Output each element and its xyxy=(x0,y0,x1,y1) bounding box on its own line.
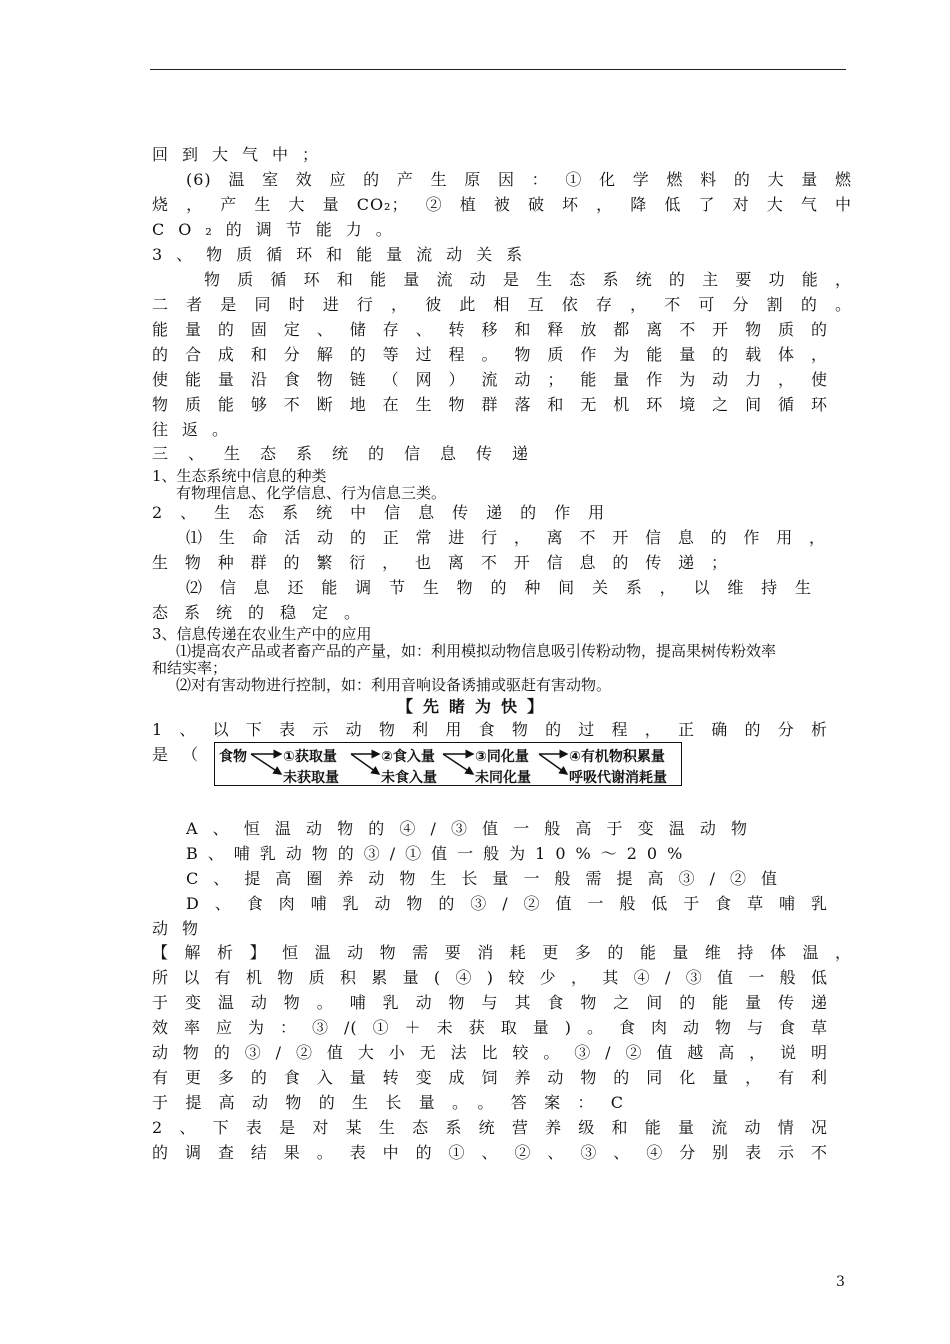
text-line: ⑵对有害动物进行控制，如：利用音响设备诱捕或驱赶有害动物。 xyxy=(176,676,612,694)
option-d: D、食肉哺乳动物的③/②值一般低于食草哺乳 xyxy=(186,894,828,913)
diagram-bottom-1: 未获取量 xyxy=(283,770,339,786)
analysis-answer: 于提高动物的生长量。。答案：C xyxy=(152,1093,624,1112)
option-a: A、恒温动物的④/③值一般高于变温动物 xyxy=(186,819,748,838)
text-line: 物质循环和能量流动是生态系统的主要功能， xyxy=(204,270,852,289)
diagram-bottom-2: 未食入量 xyxy=(381,770,437,786)
text-line: 3、物质循环和能量流动关系 xyxy=(152,245,537,264)
diagram-bottom-4: 呼吸代谢消耗量 xyxy=(569,770,667,786)
section-heading: 【先睹为快】 xyxy=(396,697,553,716)
diagram-food: 食物 xyxy=(219,749,247,765)
diagram-top-1: ①获取量 xyxy=(283,749,337,765)
option-c: C、提高圈养动物生长量一般需提高③/②值 xyxy=(186,869,778,888)
text-line: ⑵信息还能调节生物的种间关系，以维持生 xyxy=(186,578,812,597)
question-line: 1、以下表示动物利用食物的过程，正确的分析 xyxy=(152,720,828,739)
analysis-line: 动物的③/②值大小无法比较。③/②值越高，说明 xyxy=(152,1043,828,1062)
text-line: ⑴提高农产品或者畜产品的产量，如：利用模拟动物信息吸引传粉动物，提高果树传粉效率 xyxy=(176,642,777,660)
text-line: 能量的固定、储存、转移和释放都离不开物质的 xyxy=(152,320,828,339)
text-line: 往返。 xyxy=(152,420,243,439)
header-rule xyxy=(150,69,846,70)
text-line: 烧，产生大量CO₂；②植被破坏，降低了对大气中 xyxy=(152,195,852,214)
text-line: 和结实率； xyxy=(152,659,228,677)
text-line: CO₂的调节能力。 xyxy=(152,220,406,239)
food-utilization-diagram xyxy=(214,742,682,786)
text-line: (6)温室效应的产生原因：①化学燃料的大量燃 xyxy=(186,170,852,189)
text-line: 物质能够不断地在生物群落和无机环境之间循环 xyxy=(152,395,828,414)
option-d-cont: 动物 xyxy=(152,919,213,938)
text-line: 有物理信息、化学信息、行为信息三类。 xyxy=(176,484,447,502)
text-line: ⑴生命活动的正常进行，离不开信息的作用， xyxy=(186,528,826,547)
diagram-top-2: ②食入量 xyxy=(381,749,435,765)
text-line: 2、生态系统中信息传递的作用 xyxy=(152,503,623,522)
page-number: 3 xyxy=(836,1274,845,1290)
text-line: 1、生态系统中信息的种类 xyxy=(152,467,327,485)
text-line: 使能量沿食物链（网）流动；能量作为动力，使 xyxy=(152,370,828,389)
text-line: 回到大气中； xyxy=(152,145,333,164)
diagram-top-4: ④有机物积累量 xyxy=(569,749,665,765)
text-line: 的合成和分解的等过程。物质作为能量的载体， xyxy=(152,345,828,364)
analysis-line: 有更多的食入量转变成饲养动物的同化量，有利 xyxy=(152,1068,828,1087)
option-b: B、哺乳动物的③/①值一般为10%～20% xyxy=(186,844,693,863)
analysis-line: 【解析】恒温动物需要消耗更多的能量维持体温， xyxy=(152,943,852,962)
diagram-bottom-3: 未同化量 xyxy=(475,770,531,786)
question-line: 2、下表是对某生态系统营养级和能量流动情况 xyxy=(152,1118,828,1137)
text-line: 生物种群的繁衍，也离不开信息的传递； xyxy=(152,553,728,572)
analysis-line: 效率应为：③/(①＋未获取量)。食肉动物与食草 xyxy=(152,1018,828,1037)
section-title: 三、生态系统的信息传递 xyxy=(152,444,549,463)
text-line: 3、信息传递在农业生产中的应用 xyxy=(152,625,372,643)
text-line: 二者是同时进行，彼此相互依存，不可分割的。 xyxy=(152,295,852,314)
text-line: 态系统的稳定。 xyxy=(152,603,377,622)
question-line: 的调查结果。表中的①、②、③、④分别表示不 xyxy=(152,1143,828,1162)
analysis-line: 所以有机物质积累量(④)较少，其④/③值一般低 xyxy=(152,968,828,987)
diagram-top-3: ③同化量 xyxy=(475,749,529,765)
analysis-line: 于变温动物。哺乳动物与其食物之间的能量传递 xyxy=(152,993,828,1012)
question-line: 是（ xyxy=(152,745,213,764)
